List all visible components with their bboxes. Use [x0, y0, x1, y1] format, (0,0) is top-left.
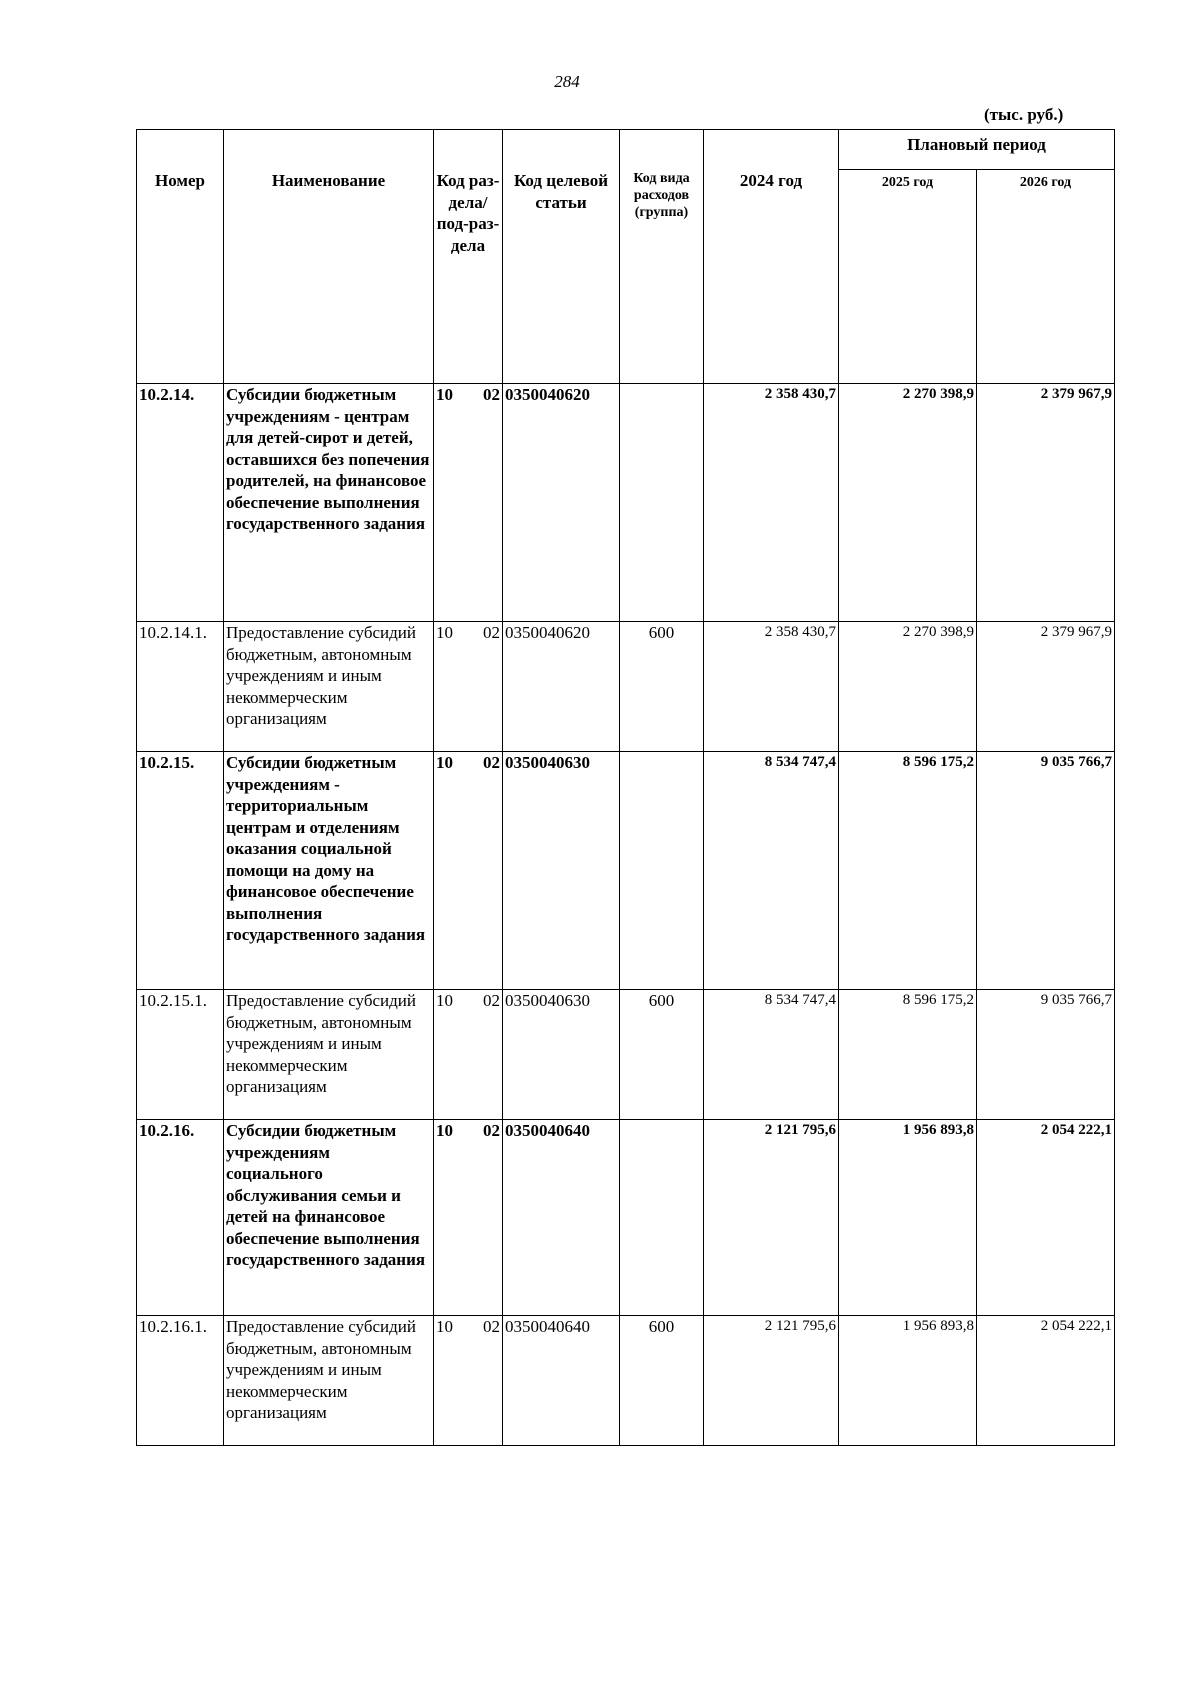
- row-name: Предоставление субсидий бюджетным, автономным учреждениям и иным некоммерческим организациям: [224, 622, 434, 752]
- row-name: Субсидии бюджетным учреждениям - центрам для детей-сирот и детей, оставшихся без попечения родителей, на финансовое обеспечение выполнения государственного задания: [224, 384, 434, 622]
- row-amount-2024: 8 534 747,4: [704, 990, 839, 1120]
- row-amount-2026: 2 054 222,1: [977, 1120, 1115, 1316]
- table-row: [137, 622, 1115, 752]
- header-year-2025: 2025 год: [839, 170, 977, 384]
- row-amount-2026: 2 054 222,1: [977, 1316, 1115, 1446]
- table-row: [137, 1316, 1115, 1446]
- row-prz: 02: [483, 1317, 500, 1336]
- row-razdel: [434, 384, 503, 622]
- row-number: 10.2.16.: [137, 1120, 224, 1316]
- budget-table: [136, 129, 1115, 1446]
- row-name: Субсидии бюджетным учреждениям социального обслуживания семьи и детей на финансовое обеспечение выполнения государственного задания: [224, 1120, 434, 1316]
- row-razdel: [434, 752, 503, 990]
- row-amount-2024: 2 358 430,7: [704, 384, 839, 622]
- row-expense-type: [620, 752, 704, 990]
- row-amount-2025: 8 596 175,2: [839, 752, 977, 990]
- row-number: 10.2.15.1.: [137, 990, 224, 1120]
- row-target-article: 0350040620: [503, 384, 620, 622]
- row-target-article: 0350040630: [503, 990, 620, 1120]
- row-name: Предоставление субсидий бюджетным, автономным учреждениям и иным некоммерческим организациям: [224, 990, 434, 1120]
- row-amount-2026: 9 035 766,7: [977, 990, 1115, 1120]
- header-expense-type: Код вида расходов (группа): [620, 130, 704, 384]
- row-number: 10.2.14.: [137, 384, 224, 622]
- row-amount-2025: 2 270 398,9: [839, 384, 977, 622]
- row-rz: 10: [436, 753, 453, 772]
- header-plan-period: Плановый период: [839, 130, 1115, 170]
- row-expense-type: [620, 1120, 704, 1316]
- row-rz: 10: [436, 623, 453, 642]
- row-name: Предоставление субсидий бюджетным, автономным учреждениям и иным некоммерческим организациям: [224, 1316, 434, 1446]
- row-amount-2026: 2 379 967,9: [977, 622, 1115, 752]
- row-name: Субсидии бюджетным учреждениям - территориальным центрам и отделениям оказания социальной помощи на дому на финансовое обеспечение выполнения государственного задания: [224, 752, 434, 990]
- row-amount-2024: 2 121 795,6: [704, 1120, 839, 1316]
- row-rz: 10: [436, 1121, 453, 1140]
- row-expense-type: 600: [620, 1316, 704, 1446]
- row-rz: 10: [436, 385, 453, 404]
- table-row: [137, 752, 1115, 990]
- row-amount-2025: 1 956 893,8: [839, 1120, 977, 1316]
- row-expense-type: 600: [620, 990, 704, 1120]
- row-prz: 02: [483, 623, 500, 642]
- row-prz: 02: [483, 385, 500, 404]
- row-number: 10.2.16.1.: [137, 1316, 224, 1446]
- header-year-2026: 2026 год: [977, 170, 1115, 384]
- row-razdel: [434, 1120, 503, 1316]
- row-rz: 10: [436, 1317, 453, 1336]
- row-expense-type: 600: [620, 622, 704, 752]
- row-target-article: 0350040620: [503, 622, 620, 752]
- units-label: (тыс. руб.): [984, 105, 1064, 124]
- page-number: 284: [554, 72, 580, 91]
- table-row: [137, 1120, 1115, 1316]
- row-number: 10.2.14.1.: [137, 622, 224, 752]
- row-razdel: [434, 990, 503, 1120]
- row-amount-2024: 8 534 747,4: [704, 752, 839, 990]
- row-rz: 10: [436, 991, 453, 1010]
- table-row: [137, 990, 1115, 1120]
- header-razdel: Код раз-дела/ под-раз-дела: [434, 130, 503, 384]
- row-amount-2025: 2 270 398,9: [839, 622, 977, 752]
- row-amount-2026: 2 379 967,9: [977, 384, 1115, 622]
- row-amount-2025: 8 596 175,2: [839, 990, 977, 1120]
- header-number: Номер: [137, 130, 224, 384]
- header-year-2024: 2024 год: [704, 130, 839, 384]
- row-target-article: 0350040640: [503, 1120, 620, 1316]
- row-amount-2024: 2 121 795,6: [704, 1316, 839, 1446]
- row-prz: 02: [483, 991, 500, 1010]
- header-target-article: Код целевой статьи: [503, 130, 620, 384]
- row-prz: 02: [483, 753, 500, 772]
- row-target-article: 0350040640: [503, 1316, 620, 1446]
- row-razdel: [434, 1316, 503, 1446]
- row-amount-2026: 9 035 766,7: [977, 752, 1115, 990]
- table-header: [137, 130, 1115, 384]
- row-target-article: 0350040630: [503, 752, 620, 990]
- row-number: 10.2.15.: [137, 752, 224, 990]
- row-expense-type: [620, 384, 704, 622]
- header-name: Наименование: [224, 130, 434, 384]
- table-row: [137, 384, 1115, 622]
- row-razdel: [434, 622, 503, 752]
- row-amount-2025: 1 956 893,8: [839, 1316, 977, 1446]
- row-prz: 02: [483, 1121, 500, 1140]
- row-amount-2024: 2 358 430,7: [704, 622, 839, 752]
